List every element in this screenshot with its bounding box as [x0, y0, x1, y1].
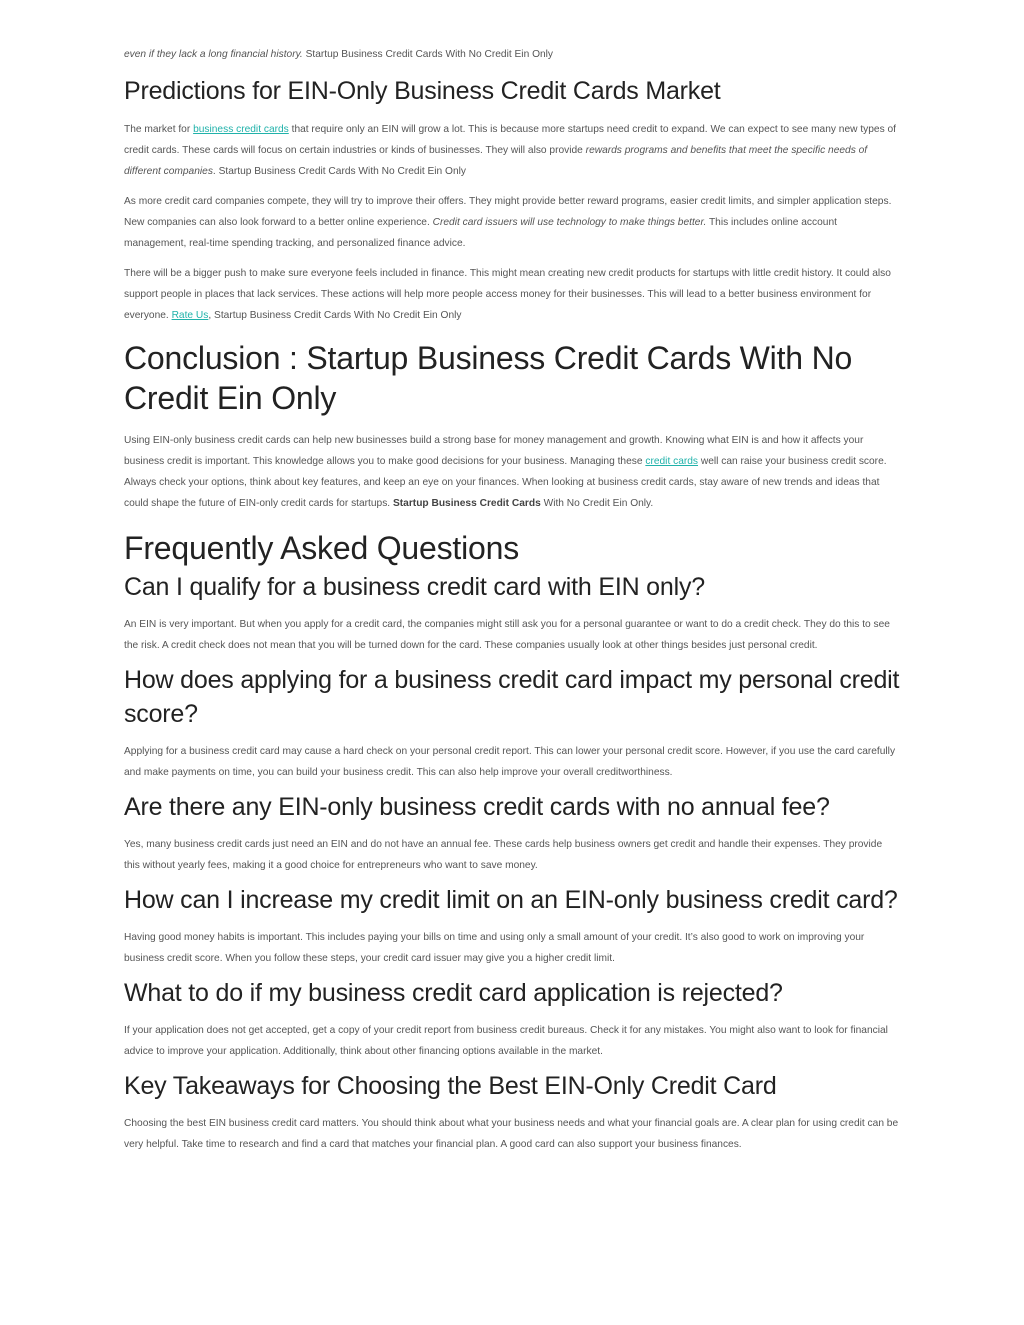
text: Using EIN-only business credit cards can help new businesses build a strong base for money management and growth. Knowing what EIN is and how it affects your business credit is important. This knowledge allows you to make good decisions for your business. Managing these [124, 435, 864, 467]
italic-text: rewards programs and benefits that meet the specific needs of different companies [124, 145, 868, 177]
faq-question: Can I qualify for a business credit card with EIN only? [124, 573, 705, 601]
faq-question: How can I increase my credit limit on an EIN-only business credit card? [124, 886, 898, 914]
italic-text: Credit card issuers will use technology to make things better. [432, 217, 707, 228]
faq-heading: Frequently Asked Questions [124, 530, 520, 566]
credit-cards-link[interactable]: credit cards [645, 456, 699, 467]
faq-answer: Having good money habits is important. This includes paying your bills on time and using only a small amount of your credit. It’s also good to work on improving your business credit score. When you follow these steps, your credit card issuer may give you a higher credit limit. [124, 932, 865, 964]
text: This includes online account management, real-time spending tracking, and personalized finance advice. [124, 217, 837, 249]
faq-answer: An EIN is very important. But when you apply for a credit card, the companies might still ask you for a personal guarantee or want to do a credit check. They do this to see the risk. A credit check does not mean that you will be turned down for the card. These companies usually look at other things besides just personal credit. [124, 619, 890, 651]
conclusion-paragraph [124, 430, 900, 514]
faq-answer: Choosing the best EIN business credit card matters. You should think about what your business needs and what your financial goals are. A clear plan for using credit can be very helpful. Take time to research and find a card that matches your financial plan. A good card can also support your business finances. [124, 1118, 899, 1150]
faq-item [124, 663, 900, 783]
predictions-paragraph-1 [124, 119, 900, 182]
faq-question: What to do if my business credit card application is rejected? [124, 979, 783, 1007]
faq-item [124, 883, 900, 969]
intro-italic-text: even if they lack a long financial history. [124, 49, 303, 60]
faq-question: How does applying for a business credit card impact my personal credit score? [124, 666, 900, 728]
faq-answer: If your application does not get accepted, get a copy of your credit report from business credit bureaus. Check it for any mistakes. You might also want to look for financial advice to improve your application. Additionally, think about other financing options available in the market. [124, 1025, 888, 1057]
text: With No Credit Ein Only. [540, 498, 654, 509]
intro-paragraph [124, 44, 900, 65]
text: well can raise your business credit score. Always check your options, think about key features, and keep an eye on your finances. When looking at business credit cards, stay aware of new trends and ideas that could shape the future of EIN-only credit cards for startups. [124, 456, 887, 509]
text: The market for [124, 124, 194, 135]
text: that require only an EIN will grow a lot. This is because more startups need credit to expand. We can expect to see many new types of credit cards. These cards will focus on certain industries or kinds of businesses. They will also provide [124, 124, 897, 156]
faq-answer: Applying for a business credit card may cause a hard check on your personal credit report. This can lower your personal credit score. However, if you use the card carefully and make payments on time, you can build your business credit. This can also help improve your overall creditworthiness. [124, 746, 896, 778]
text: . Startup Business Credit Cards With No Credit Ein Only [212, 166, 467, 177]
predictions-paragraph-2 [124, 191, 900, 254]
faq-item [124, 1069, 900, 1155]
faq-list [124, 570, 900, 1155]
predictions-paragraph-3 [124, 263, 900, 326]
faq-question: Are there any EIN-only business credit cards with no annual fee? [124, 793, 830, 821]
text: As more credit card companies compete, they will try to improve their offers. They might provide better reward programs, easier credit limits, and simpler application steps. New companies can also look forward to a better online experience. [124, 196, 892, 228]
rate-us-link[interactable]: Rate Us [171, 310, 209, 321]
faq-item [124, 570, 900, 656]
predictions-heading: Predictions for EIN-Only Business Credit Cards Market [124, 77, 721, 105]
business-credit-cards-link[interactable]: business credit cards [193, 124, 289, 135]
text: , Startup Business Credit Cards With No Credit Ein Only [208, 310, 462, 321]
article-content [124, 44, 900, 1155]
faq-question: Key Takeaways for Choosing the Best EIN-Only Credit Card [124, 1072, 777, 1100]
intro-trail-text: Startup Business Credit Cards With No Credit Ein Only [302, 49, 554, 60]
text: There will be a bigger push to make sure everyone feels included in finance. This might mean creating new credit products for startups with little credit history. It could also support people in places that lack services. These actions will help more people access money for their businesses. This will lead to a better business environment for everyone. [124, 268, 891, 321]
faq-item [124, 790, 900, 876]
faq-item [124, 976, 900, 1062]
bold-text: Startup Business Credit Cards [392, 498, 541, 509]
conclusion-heading: Conclusion : Startup Business Credit Cards With No Credit Ein Only [124, 340, 853, 416]
faq-answer: Yes, many business credit cards just need an EIN and do not have an annual fee. These cards help business owners get credit and handle their expenses. They provide this without yearly fees, making it a good choice for entrepreneurs who want to save money. [124, 839, 883, 871]
